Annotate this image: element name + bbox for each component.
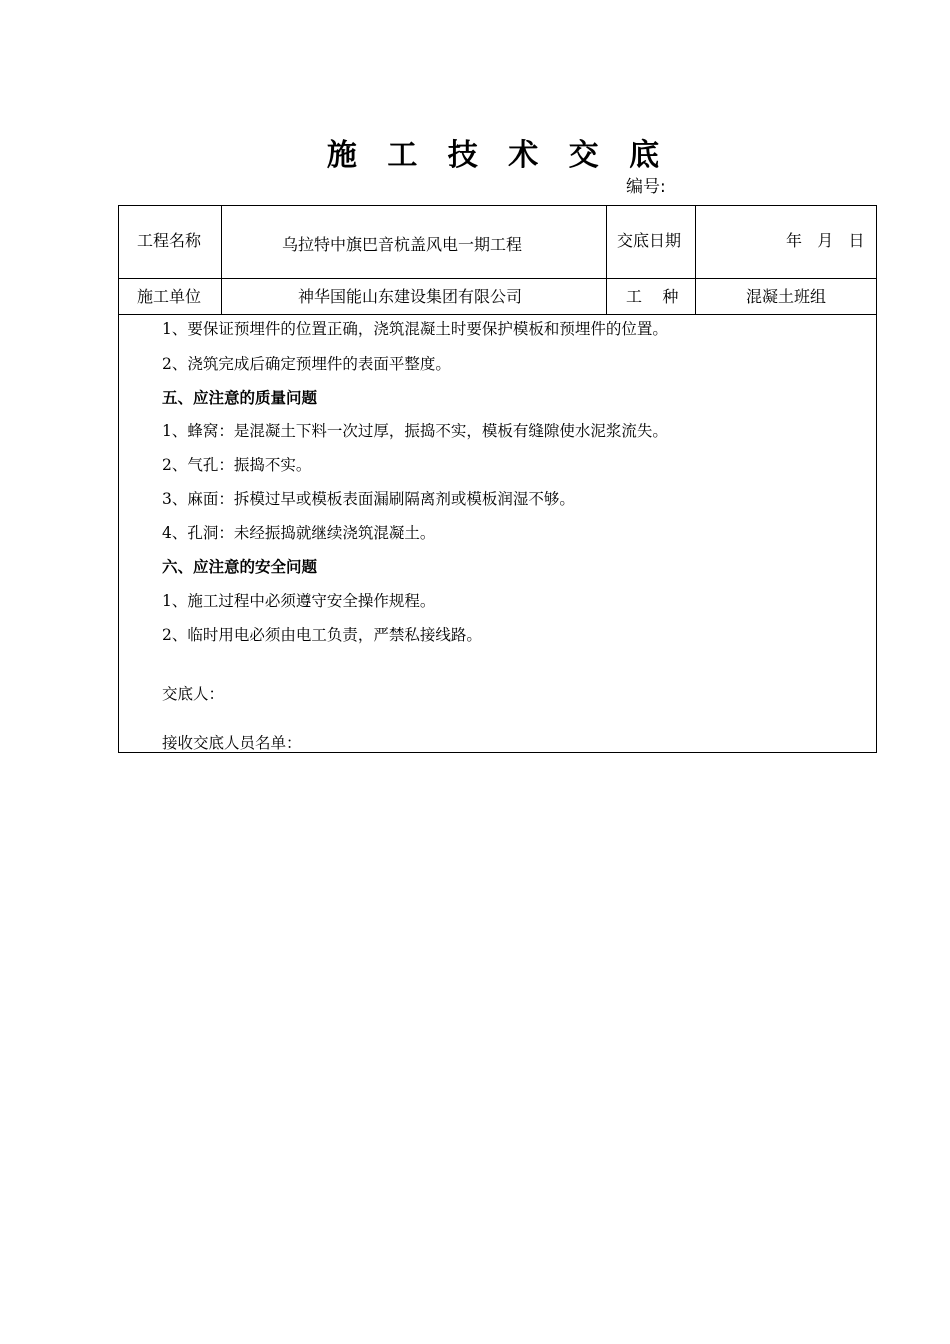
disclosure-form [118, 205, 877, 753]
divider [695, 278, 696, 314]
page-title: 施 工 技 术 交 底 [326, 138, 670, 173]
divider [221, 278, 222, 314]
section-heading-quality: 五、应注意的质量问题 [162, 388, 318, 407]
section-heading-safety: 六、应注意的安全问题 [162, 557, 318, 576]
doc-number-label: 编号: [626, 177, 666, 197]
recipients-label: 接收交底人员名单： [162, 734, 302, 752]
construction-unit-value: 神华国能山东建设集团有限公司 [298, 287, 523, 306]
header-row-2 [119, 278, 876, 315]
content-line: 3、麻面：拆模过早或模板表面漏刷隔离剂或模板润湿不够。 [162, 490, 575, 508]
divider [606, 206, 607, 278]
content-line: 2、临时用电必须由电工负责，严禁私接线路。 [162, 626, 482, 644]
project-name-label: 工程名称 [137, 231, 202, 250]
trade-label: 工 种 [626, 287, 679, 306]
project-name-value: 乌拉特中旗巴音杭盖风电一期工程 [282, 235, 523, 254]
content-line: 2、气孔：振捣不实。 [162, 456, 312, 474]
content-line: 1、施工过程中必须遵守安全操作规程。 [162, 592, 436, 610]
content-line: 1、要保证预埋件的位置正确，浇筑混凝土时要保护模板和预埋件的位置。 [162, 320, 668, 338]
content-line: 4、孔洞：未经振捣就继续浇筑混凝土。 [162, 524, 436, 542]
header-row-1 [119, 206, 876, 279]
construction-unit-label: 施工单位 [137, 287, 202, 306]
content-line: 2、浇筑完成后确定预埋件的表面平整度。 [162, 355, 451, 373]
discloser-label: 交底人： [162, 685, 225, 703]
divider [606, 278, 607, 314]
content-line: 1、蜂窝：是混凝土下料一次过厚，振捣不实，模板有缝隙使水泥浆流失。 [162, 422, 668, 440]
divider [221, 206, 222, 278]
divider [695, 206, 696, 278]
disclosure-date-label: 交底日期 [617, 231, 682, 250]
trade-value: 混凝土班组 [746, 287, 827, 306]
disclosure-date-value: 年 月 日 [786, 231, 865, 250]
